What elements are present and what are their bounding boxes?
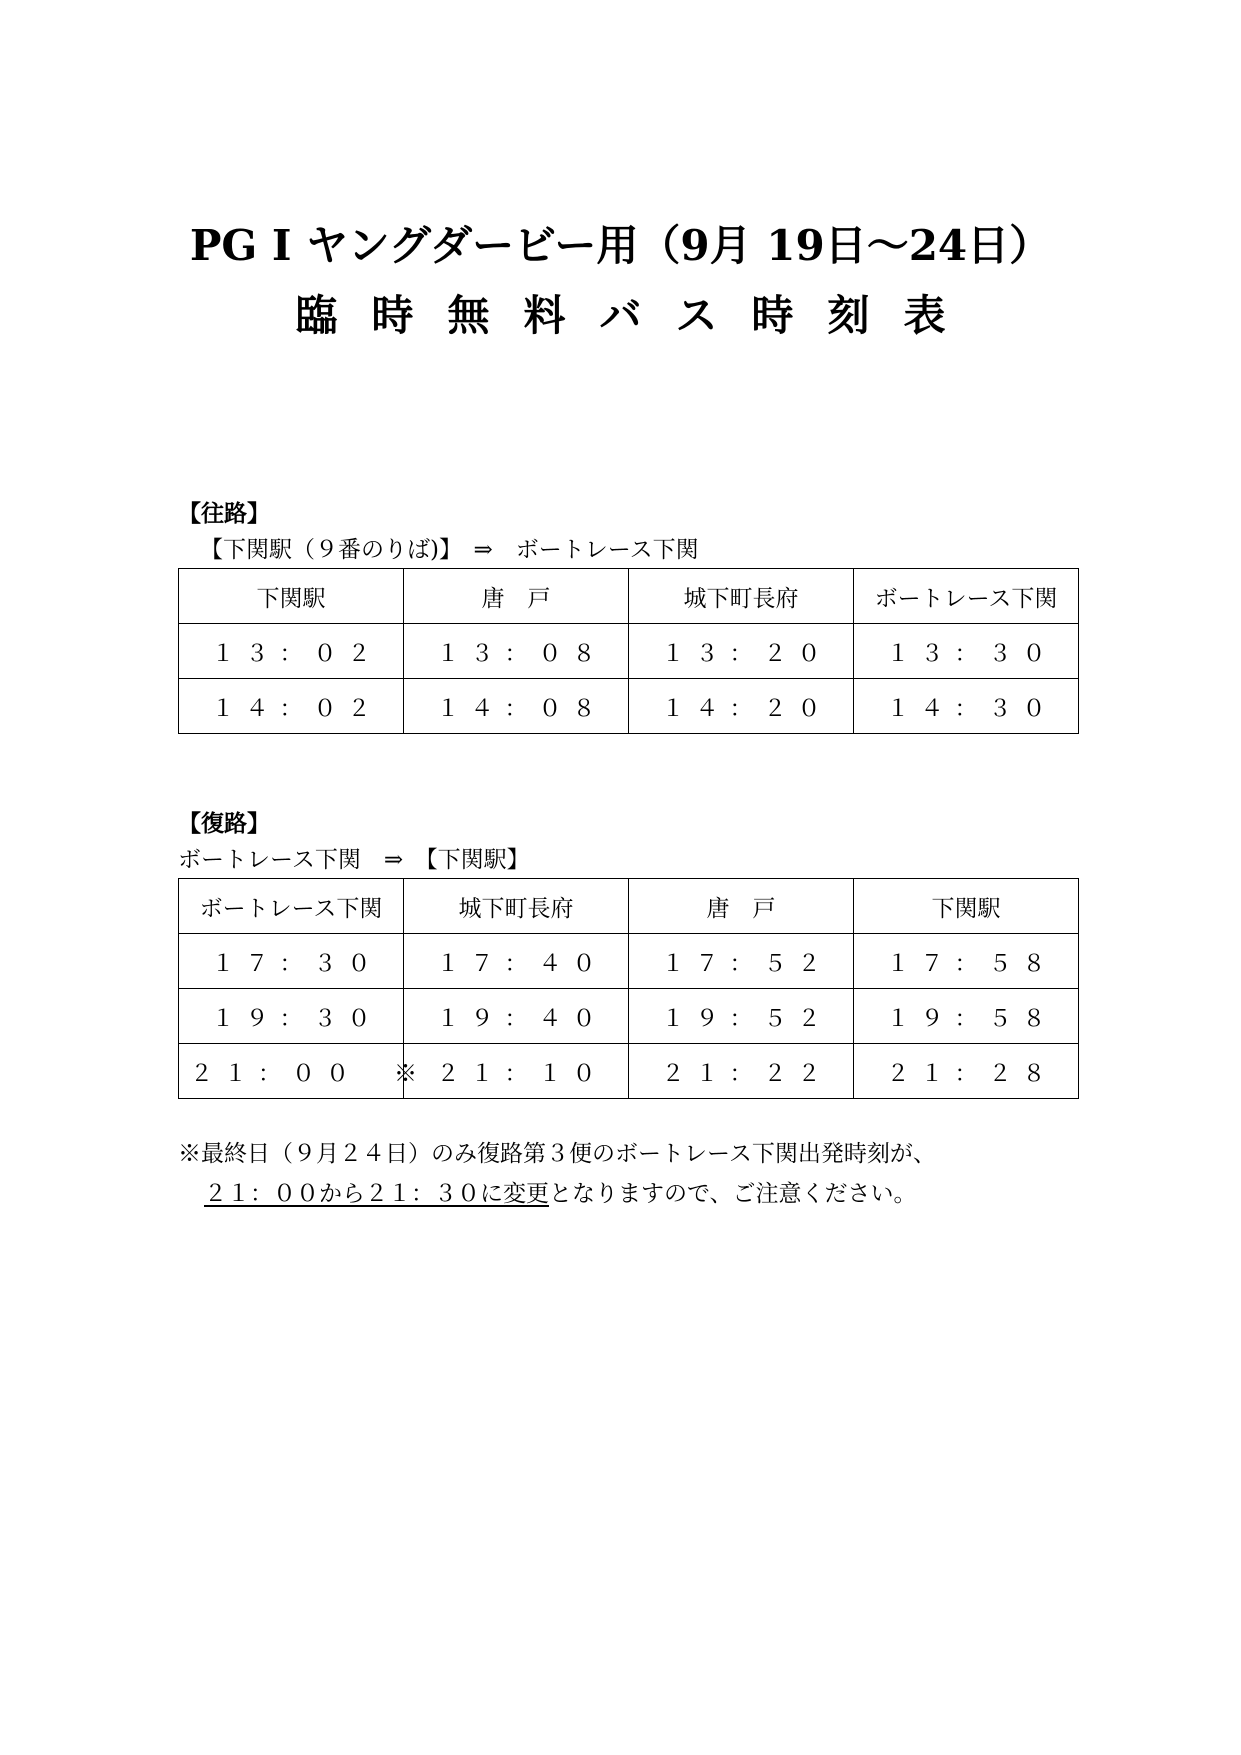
- table-cell: １３：０２: [179, 624, 404, 679]
- table-header-cell: 唐 戸: [404, 569, 629, 624]
- return-route: ボートレース下関 ⇒ 【下関駅】: [178, 847, 530, 873]
- table-cell: １９：４０: [404, 989, 629, 1044]
- table-header-cell: 下関駅: [854, 879, 1079, 934]
- table-row: [179, 934, 1079, 989]
- return-timetable: [178, 878, 1079, 1099]
- table-row: [179, 624, 1079, 679]
- outbound-route: 【下関駅（９番のりば)】 ⇒ ボートレース下関: [200, 537, 699, 563]
- table-header-cell: 唐 戸: [629, 879, 854, 934]
- footnote-line-2-rest: となりますので、ご注意ください。: [549, 1181, 917, 1207]
- table-cell: １４：３０: [854, 679, 1079, 734]
- table-header-cell: 城下町長府: [629, 569, 854, 624]
- footnote-changed-time: ２１：００から２１：３０に変更: [204, 1181, 549, 1207]
- table-cell: １９：５２: [629, 989, 854, 1044]
- table-header-cell: ボートレース下関: [179, 879, 404, 934]
- table-header-cell: 城下町長府: [404, 879, 629, 934]
- return-section-label: 【復路】: [178, 810, 270, 837]
- table-cell: １４：２０: [629, 679, 854, 734]
- table-cell: １７：５２: [629, 934, 854, 989]
- table-header-cell: 下関駅: [179, 569, 404, 624]
- table-cell: １４：０８: [404, 679, 629, 734]
- page-subtitle: 臨時無料バス時刻表: [295, 291, 980, 340]
- table-row: [179, 1044, 1079, 1099]
- table-cell: １３：０８: [404, 624, 629, 679]
- table-header-row: [179, 569, 1079, 624]
- table-header-row: [179, 879, 1079, 934]
- table-cell: １７：３０: [179, 934, 404, 989]
- table-row: [179, 989, 1079, 1044]
- table-cell: １７：４０: [404, 934, 629, 989]
- table-cell: ２１：１０: [404, 1044, 629, 1099]
- table-cell: １９：５８: [854, 989, 1079, 1044]
- outbound-section-label: 【往路】: [178, 500, 270, 527]
- outbound-timetable: [178, 568, 1079, 734]
- table-cell: ２１：２８: [854, 1044, 1079, 1099]
- footnote-line-1: ※最終日（９月２４日）のみ復路第３便のボートレース下関出発時刻が、: [178, 1141, 936, 1167]
- table-cell: １３：３０: [854, 624, 1079, 679]
- table-cell: １９：３０: [179, 989, 404, 1044]
- table-header-cell: ボートレース下関: [854, 569, 1079, 624]
- table-row: [179, 679, 1079, 734]
- page-title: PG I ヤングダービー用（9月 19日～24日）: [189, 221, 1052, 270]
- table-cell: １３：２０: [629, 624, 854, 679]
- footnote-line-2: [204, 1176, 917, 1212]
- table-cell: １４：０２: [179, 679, 404, 734]
- table-cell: １７：５８: [854, 934, 1079, 989]
- table-cell: ２１：００ ※: [179, 1044, 404, 1099]
- table-cell: ２１：２２: [629, 1044, 854, 1099]
